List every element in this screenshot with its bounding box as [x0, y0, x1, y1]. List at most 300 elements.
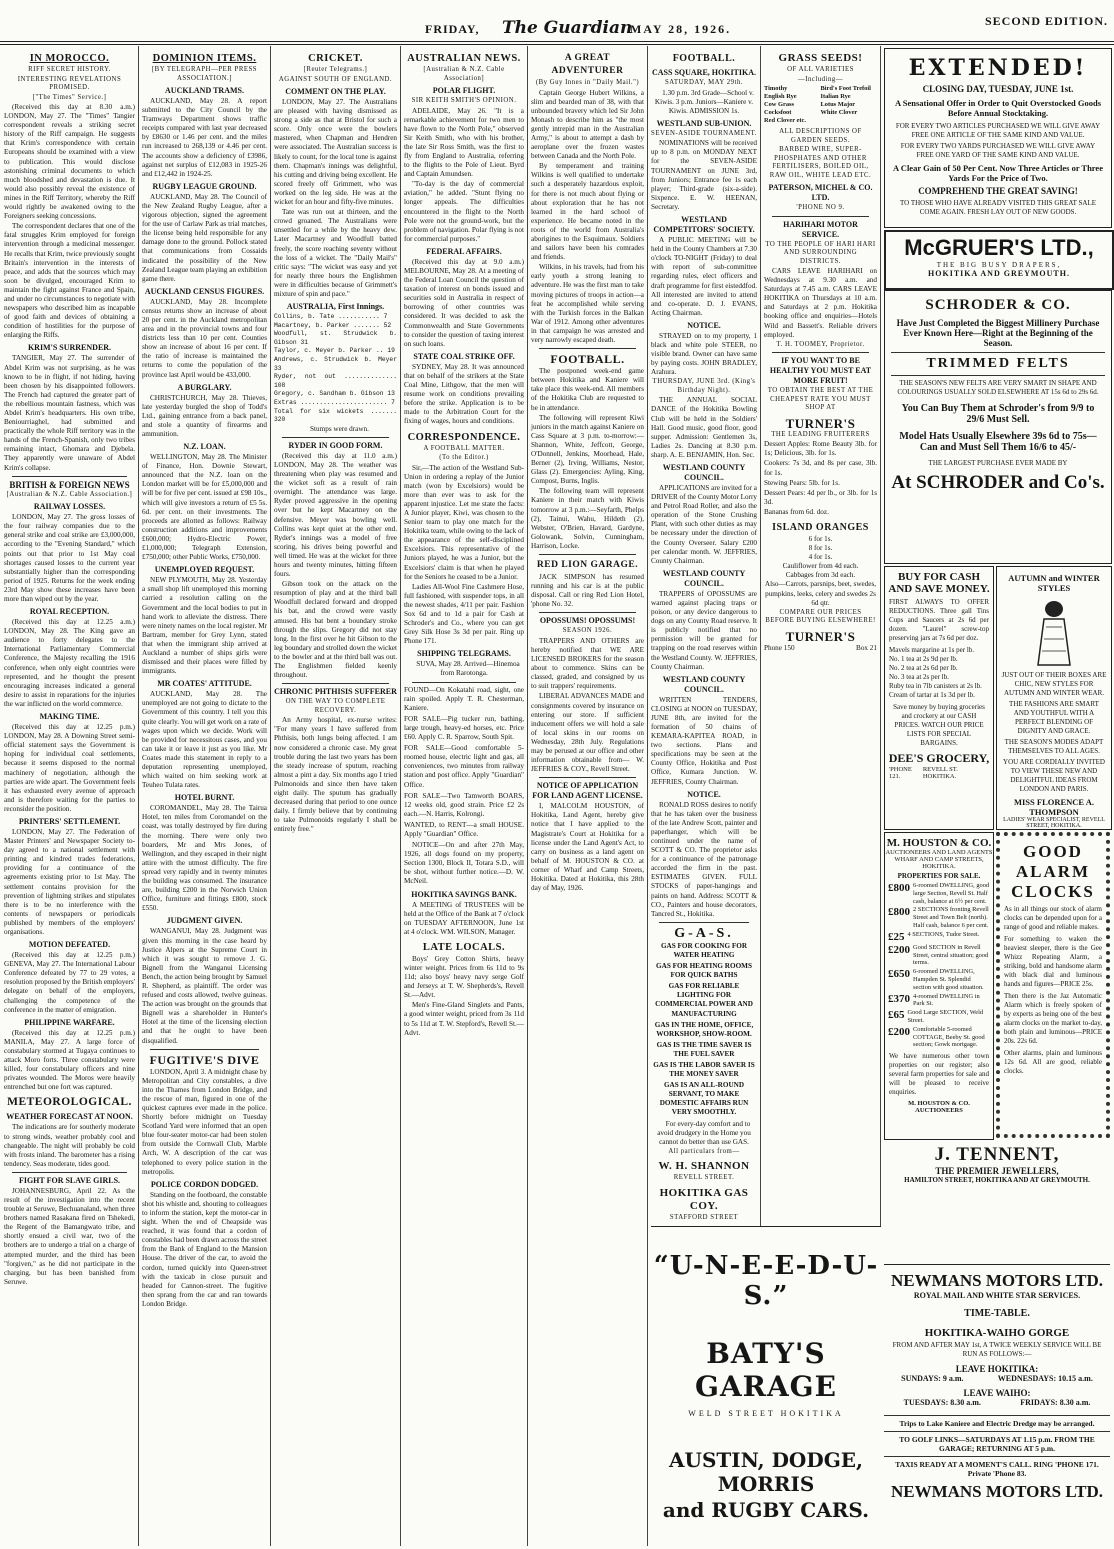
- ad-line: REVELL STREET.: [673, 1174, 735, 1182]
- article-paragraph: Captain George Hubert Wilkins, a slim and bearded man of 38, with that unbounded bravery which led Sir John Monash to describe him as "the most gently intrepid man in the Australian Army," is about to attempt a dash by aeroplane over the frozen wastes between Canada and the North Pole.: [531, 88, 644, 161]
- ad-paragraph: JACK SIMPSON has resumed running and his car is at the public disposal. Call or ring Red Lion Hotel, 'phone No. 32.: [531, 573, 644, 609]
- dees-address: REVELL ST. HOKITIKA.: [922, 766, 958, 780]
- article-paragraph: AUCKLAND, May 28. A report submitted to the City Council by the Tramways Department shows traffic receipts compared with last year decreased by £8630 or 1.46 per cent. and the miles run increased to 268,139 or 4.46 per cent. The accounts show a deficiency of £3986, against net surplus of £12,083 in 1925-26 and £12,442 in 1924-25.: [142, 97, 267, 178]
- autumn-line: JUST OUT OF THEIR BOXES ARE CHIC, NEW STYLES FOR AUTUMN AND WINTER WEAR.: [1001, 671, 1107, 697]
- fruit-item: Stewing Pears: 5lb. for 1s.: [764, 478, 840, 487]
- headline-correspondence: CORRESPONDENCE.: [407, 431, 521, 443]
- trips-line: Trips to Lake Kaniere and Electric Dredge may be arranged.: [884, 1415, 1110, 1428]
- fruit-item: Bananas from 6d. doz.: [764, 507, 829, 516]
- trimmed-felts: TRIMMED FELTS: [926, 356, 1070, 371]
- property-price: £800: [888, 882, 910, 894]
- column-rule: [138, 46, 139, 1546]
- gas-item: GAS FOR HEATING ROOMS FOR QUICK BATHS: [656, 962, 752, 980]
- houston-name: M. HOUSTON & CO.: [886, 837, 992, 849]
- houston-signature: M. HOUSTON & CO. AUCTIONEERS: [908, 1100, 970, 1115]
- column-6: [651, 48, 758, 1221]
- score-line: Collins, b. Tate ........... 7: [274, 313, 388, 321]
- article-paragraph: JOHANNESBURG, April 22. As the result of the investigation into the recent trouble at Seruwe, Bechuanaland, when three brothers named Rasakana fired on Tshekedi, the Regent of the Bamangwato tribe, and shortly ensued a civil war, two of the brothers are to undergo a trial on a charge of attempted murder, and the third has been "forgiven," as he did not participate in the charging, but has been banished from Seruwe.: [4, 1186, 135, 1286]
- classified-ad: FOR SALE—Pig tucker run, bathing, large trough, heavy-ed horses, etc. Price £60. Apply C. R. Sparrow, South Spit.: [404, 714, 524, 742]
- score-line: Andrews, c. Strudwick b. Meyer 33: [274, 356, 397, 372]
- waiho-times: [884, 1398, 1110, 1407]
- article-paragraph: CHRISTCHURCH, May 28. Thieves, late yesterday burgled the shop of Todd's Ltd., gaining entrance from a back panel, and stole a quantity of firearms and ammunition.: [142, 393, 267, 438]
- column-4: [404, 48, 524, 1544]
- classified-ads: [404, 686, 524, 840]
- article-paragraph: SYDNEY, May 28. It was announced that on behalf of the strikers at the State Coal Mine, Lithgow, that the men will resume work on conditions prevailing before the strike. Application is to be made to the Arbitration Court for the fixing of wages, hours and conditions.: [404, 362, 524, 426]
- dees-phone: 'PHONE 121.: [889, 766, 912, 780]
- headline-rugby: RUGBY LEAGUE GROUND.: [152, 181, 257, 191]
- headline-coal: STATE COAL STRIKE OFF.: [413, 351, 515, 361]
- turner-box: Box 21: [856, 643, 877, 652]
- headline-county: WESTLAND COUNTY COUNCIL.: [662, 568, 746, 588]
- ad-paragraph: CARS LEAVE HARIHARI on Wednesdays at 9.30 a.m. and Saturdays at 7.45 a.m. CARS LEAVE HOKITIKA on Thursdays at 10 a.m. and Saturdays at 2 p.m. Hokitika booking office and enquiries—Hotels Wild and Bassett's. Reliable drivers employed.: [764, 267, 877, 339]
- dees-item: No. 2 tea at 2s 6d per lb.: [889, 664, 958, 672]
- headline-county: WESTLAND COUNTY COUNCIL.: [662, 674, 746, 694]
- fruit-item: Dessert Pears: 4d per lb., or 3lb. for 1s 3d.: [764, 488, 877, 506]
- property-price: £25: [888, 930, 905, 943]
- headline-chronic: CHRONIC PHTHISIS SUFFERER: [274, 687, 397, 697]
- headline-railway: RAILWAY LOSSES.: [33, 502, 106, 512]
- austin-line: AUSTIN, DODGE, MORRIS: [669, 1448, 863, 1496]
- batys-name: BATY'S GARAGE: [695, 1337, 837, 1403]
- dees-item: Cream of tartar at 1s 3d per lb.: [889, 691, 975, 699]
- dees-item: Ruby tea in 7lb canisters at 2s lb.: [889, 682, 982, 690]
- gas-list: [651, 942, 757, 1118]
- ad-line: TO THE PEOPLE OF HARI HARI AND SURROUNDING DISTRICTS.: [765, 240, 876, 265]
- ad-line: ALL DESCRIPTIONS OF GARDEN SEEDS.: [779, 128, 862, 144]
- headline-krim: KRIM'S SURRENDER.: [27, 343, 112, 353]
- score-line: Gregory, c. Sandham b. Gibson 13: [274, 390, 395, 398]
- taxis-line: TAXIS READY AT A MOMENT'S CALL. RING 'PHONE 171. Private 'Phone 83.: [884, 1456, 1110, 1478]
- article-paragraph: The postponed week-end game between Hokitika and Kaniere will take place this week-end. All members of the Hokitika Club are requested to be in attendance.: [531, 367, 644, 412]
- masthead-rule: [0, 41, 1114, 42]
- property-price: £200: [888, 1025, 910, 1038]
- turner-contact: [764, 644, 877, 653]
- score-line: Macartney, b. Parker ....... 52: [274, 321, 392, 329]
- article-paragraph: Gibson took on the attack on the resumption of play and at the third ball Woodfull declared forward and dropped his bat, and the crowd were vastly amused. His bat bent a boundary stroke through the slips. Gregory did not stay long. In the first over he hit Gibson to the leg boundary and strolled down the wicket to the bowler and at the third ball was out. The Englishmen fielded keenly throughout.: [274, 580, 397, 680]
- headline-auckland-trams: AUCKLAND TRAMS.: [165, 86, 244, 95]
- article-paragraph: AUCKLAND, May 28. The Council of the New Zealand Rugby League, after a vigorous objection, signed the agreement for the use of Carlaw Park as trial matches, the license being held responsible for any damage done to the ground. Pollock stated that communications from Cossaids indicated the possibility of the New Zealand League team playing an exhibition game there.: [142, 192, 267, 283]
- article-paragraph: Ladies All-Wool Fine Cashmere Hose, full fashioned, with suspender tops, in all the newest shades, 4/11 per pair. Fashion Sox 6d and to 1d a pair for Cash at Schroder's and Co., where you can get Grey Silk Hose 3s 3d per pair. Ring up Phone 171.: [404, 582, 524, 646]
- credit-line: [Reuter Telegrams.]: [303, 66, 368, 73]
- clear-gain: A Clear Gain of 50 Per Cent. Now Three Articles or Three Yards For the Price of Two.: [893, 163, 1103, 183]
- seed-item: Bird's Foot Trefoil: [820, 85, 871, 92]
- orange-item: Also—Carrots, parsnips, beet, swedes, pumpkins, leeks, celery and swedes 2s 6d qtr.: [764, 580, 877, 607]
- score-line: Ryder, not out .............. 108: [274, 373, 397, 389]
- seed-item: White Clover: [820, 109, 858, 116]
- headline-loan: N.Z. LOAN.: [183, 442, 226, 452]
- dees-item: No. 3 tea at 2s per lb.: [889, 673, 949, 681]
- shannon-name: W. H. SHANNON: [658, 1160, 750, 1173]
- property-description: 4 SECTIONS, Tudor Street.: [907, 930, 980, 938]
- article-paragraph: Tate was run out at thirteen, and the crowd groaned. The Australians were unsettled for a while by the heavy dew. Later Macartney and Woodfull batted freely, the score reaching seventy without the loss of a wicket. The "Daily Mail's" critic says: "The wicket was easy and yet for nearly three hours the Englishmen were in difficulties because of Grimmett's mixture of spin and pace.": [274, 208, 397, 298]
- ad-line: COMPARE OUR PRICES BEFORE BUYING ELSEWHERE!: [765, 608, 876, 625]
- dees-name: DEE'S GROCERY,: [888, 751, 990, 765]
- stumps-line: Stumps were drawn.: [310, 424, 369, 433]
- headline-judgment: JUDGMENT GIVEN.: [166, 916, 243, 926]
- gas-item: GAS IS AN ALL-ROUND SERVANT, TO MAKE DOMESTIC AFFAIRS RUN VERY SMOOTHLY.: [659, 1081, 749, 1117]
- headline-weather: WEATHER FORECAST AT NOON.: [6, 1112, 133, 1122]
- headline-census: AUCKLAND CENSUS FIGURES.: [144, 286, 265, 296]
- article-paragraph: (Received this day at 9.0 a.m.) MELBOURNE, May 28. At a meeting of the Federal Loan Council the question of taxation of interest on bonds issued and securities sold in Australia in respect of borrowing of other countries was considered. It was decided to ask the Commonwealth and State Governments to consider the question of taxing interest on such loans.: [404, 257, 524, 348]
- headline-notice-application: NOTICE OF APPLICATION FOR LAND AGENT LICENSE.: [532, 781, 643, 801]
- subhead: OF ALL VARIETIES: [787, 66, 854, 73]
- ad-paragraph: WRITTEN TENDERS, CLOSING at NOON on TUESDAY, JUNE 8th, are invited for the formation of 50 chains of KEMARA-KAPITEA ROAD, in two sections. Plans and specifications may be seen at the County Office, Hokitika and Post Office, Kumara Junction. W. JEFFRIES, County Chairman.: [651, 695, 757, 786]
- ad-line: 'PHONE NO 9.: [796, 204, 845, 211]
- subhead: AGAINST SOUTH OF ENGLAND.: [278, 75, 393, 83]
- seed-item: Timothy: [764, 85, 788, 92]
- headline-grass-seeds: GRASS SEEDS!: [778, 52, 863, 64]
- fruit-list: [764, 440, 877, 517]
- gorge-title: HOKITIKA-WAIHO GORGE: [924, 1327, 1070, 1339]
- property-price: £200: [888, 943, 910, 956]
- date-line: SATURDAY, MAY 29th.: [664, 79, 744, 86]
- headline-meteorological: METEOROLOGICAL.: [7, 1096, 132, 1109]
- dees-list: [889, 646, 989, 700]
- buy-cash: BUY FOR CASH AND SAVE MONEY.: [888, 571, 990, 595]
- column-5: [531, 48, 644, 1544]
- article-paragraph: Boys' Grey Cotton Shirts, heavy winter weight. Prices from 6s 11d to 9s 11d; also boys' heavy navy serge Golf and Jerseys at T. W. Shepherds's, Revell St.—Advt.: [404, 954, 524, 1000]
- closing-day: CLOSING DAY, TUESDAY, JUNE 1st.: [922, 84, 1074, 94]
- article-paragraph: (Received this day at 12.25 a.m.) LONDON, May 28. The King gave an audience to forty delegates to the International Parliamentary Commercial Conference, the Majesty recalling the 1916 conference, when only eight countries were represented, and he thought the present encouraging increases indicated a general desire to assist in reparations for the injuries the war inflicted on the world commerce.: [4, 618, 135, 708]
- article-paragraph: AUCKLAND, May 28. The unemployed are not going to dictate to the Government of this country. I tell you this quite clearly. You will get work on a rate of wages upon which we decide. Work will be provided for necessitous cases, and you can take it or leave it just as you like. Mr Coates made this statement in reply to a deputation representing unemployed, which waited on him seeking work at Teuheo Tulata rates.: [142, 690, 267, 790]
- gas-item: GAS IS THE TIME SAVER IS THE FUEL SAVER: [656, 1040, 752, 1058]
- newmans-name-repeat: NEWMANS MOTORS LTD.: [890, 1482, 1104, 1501]
- leave-hokitika: LEAVE HOKITIKA:: [955, 1364, 1039, 1374]
- property-item: [888, 1026, 990, 1049]
- at-schroder: At SCHRODER and Co's.: [891, 472, 1105, 493]
- ad-paragraph: A PUBLIC MEETING will be held in the County Chambers at 7.30 o'clock TO-NIGHT (Friday) to deal with report of sub-committee regarding rules, elect officers and draft programme for first eisteddfod. All interested are invited to attend and co-operate. D. J. EVANS, Acting Chairman.: [651, 236, 757, 317]
- subhead: SEVEN-ASIDE TOURNAMENT.: [651, 129, 757, 137]
- article-paragraph: Wilkins, in his travels, had from his early youth a strong leaning to adventure. He was the first man to take moving pictures of troops in action—a feat he accomplished while serving with the Turkish forces in the Balkan War of 1912. Among other adventures in that campaign he was arrested and very narrowly escaped death.: [531, 263, 644, 345]
- classified-ad: FOR SALE—Two Tamworth BOARS, 12 weeks old, good strain. Price £2 2s each.—N. Harris, Kolrongi.: [404, 791, 524, 818]
- ad-paragraph: THE ANNUAL SOCIAL DANCE of the Hokitika Bowling Club will be held in the Soldiers' Hall. Good music, good floor, good supper. Admission: Gentlemen 3s, Ladies 2s. Dancing at 8.30 p.m. sharp. A. E. BENJAMIN, Hon. Sec.: [651, 396, 757, 459]
- mcgruer-name: McGRUER'S LTD.,: [904, 235, 1094, 260]
- largest-purchase: THE LARGEST PURCHASE EVER MADE BY: [928, 459, 1068, 467]
- article-paragraph: An Army hospital, ex-nurse writes: "For many years I have suffered from Phthisis, both lungs being affected. I am now considered a chronic case. My great trouble during the last two years has been the steady increase of sputum, reaching almost a pint a day. Six months ago I tried Pulmonoids and since then have taken eight daily. The sputum has gradually decreased during that period to one ounce daily. I firmly believe that by continuing to take Pulmonoids regularly I shall be entirely free.": [274, 716, 397, 834]
- seed-item: Cocksfoot: [764, 109, 792, 116]
- property-item: [888, 931, 990, 943]
- properties-title: PROPERTIES FOR SALE.: [897, 872, 981, 880]
- dees-paragraph: FIRST ALWAYS TO OFFER REDUCTIONS. Three gall Tins Cups and Saucers at 2s 6d per dozen. "Laurel" screw-top preserving jars at 7s 6d per doz.: [889, 598, 989, 642]
- headline-federal: FEDERAL AFFAIRS.: [426, 246, 502, 256]
- article-paragraph: ADELAIDE, May 26. "It is a remarkable achievement for two men to have flown to the North Pole," observed Sir Keith Smith, who with his brother, the late Sir Ross Smith, was the first to fly from England to Australia, referring to the flights to the Pole of Lieut. Byrd and Captain Amundsen.: [404, 106, 524, 179]
- headline-innings: AUSTRALIA, First Innings.: [286, 302, 385, 312]
- property-item: [888, 944, 990, 967]
- ad-tennent-footer: [884, 1142, 1110, 1262]
- ad-mcgruer: [884, 230, 1114, 290]
- headline-burglary: A BURGLARY.: [177, 382, 232, 392]
- headline-philippine: PHILIPPINE WARFARE.: [24, 1017, 115, 1027]
- alarm-title: ALARM: [1015, 862, 1091, 881]
- credit-line: (To the Editor.): [439, 454, 489, 461]
- ad-paragraph: LIBERAL ADVANCES MADE and consignments covered by insurance on entering our store. If sufficient inducement offers we will hold a sale of local skins in our rooms on Wednesday, 28th July. Regulations may be perused at our office and other information obtainable from— W. JEFFRIES & COY., Revell Street.: [531, 692, 644, 774]
- column-rule: [647, 46, 648, 1546]
- houston-address: WHARF AND CAMP STREETS, HOKITIKA.: [894, 856, 984, 870]
- turner-phone: Phone 150: [764, 643, 795, 652]
- classified-ad: FOUND—On Kokatahi road, sight, one rain spoiled. Apply T. R. Chesterman, Kaniere.: [404, 685, 524, 712]
- property-description: Good Large SECTION, Weld Street.: [907, 1009, 984, 1024]
- property-item: [888, 968, 990, 991]
- clock-paragraph: Then there is the Jaz Automatic Alarm which is freely spoken of by experts as being one of the best alarm clocks on the market to-day, both plain and luminous—PRICE 20s. 22s 6d.: [1004, 992, 1102, 1045]
- newmans-sub: ROYAL MAIL AND WHITE STAR SERVICES.: [913, 1291, 1081, 1300]
- headline-printers: PRINTERS' SETTLEMENT.: [18, 816, 121, 826]
- masthead: [0, 0, 1114, 40]
- property-description: 6-roomed DWELLING, good large Section, Revell St. Half cash, balance at 6½ per cent.: [913, 882, 990, 905]
- headline-competitors: WESTLAND COMPETITORS' SOCIETY.: [653, 215, 755, 235]
- score-line: Total for six wickets ....... 320: [274, 407, 397, 424]
- ad-paragraph: TRAPPERS AND OTHERS are hereby notified that WE ARE LICENSED BROKERS for the season about to commence. Skins can be classed, graded, and consigned by us to suit trappers' requirements.: [531, 636, 644, 691]
- houston-paragraph: We have numerous other town properties on our register; also several farm properties for sale and will be pleased to receive enquiries.: [889, 1052, 989, 1097]
- notice-paragraph: NOTICE—On and after 27th May, 1926, all dogs found on my property, Section 1300, Block II, Totara S.D., will be shot, without further notice.—D. W. McNeil.: [404, 841, 524, 886]
- article-paragraph: By temperament and training Wilkins is well qualified to undertake such a desperately hazardous exploit, for there is not much about flying or about exploration that he has not learned in the hard school of experience. He became noted in the roots of the world from Australia's aborigines to the Esquimaux. Soldiers and sailors have been his comrades and friends.: [531, 162, 644, 262]
- masthead-day: FRIDAY,: [425, 22, 480, 36]
- ad-batys-garage: [651, 1226, 881, 1549]
- article-paragraph: NEW PLYMOUTH, May 28. Yesterday a small shop lift unemployed this morning carried a resolution calling on the Government and the local bodies to put in hand work to alleviate the distress. There were ninety names on the local register. Mr Bartram, member for Grey Lynn, stated that when the immigrant ship arrived at Auckland a number of ships girls were dismissed and their places were filled by immigrants.: [142, 576, 267, 676]
- masthead-rule-2: [0, 44, 1114, 45]
- article-paragraph: The indications are for southerly moderate to strong winds, weather probably cool and changeable. The night will probably be cold with frosts inland. The barometer has a rising tendency. Seas moderate, tides good.: [4, 1123, 135, 1168]
- article-paragraph: LONDON, May 27. The Federation of Master Printers' and Newspaper Society to-day agreed to a national settlement with printing and kindred trades federations, providing for a continuance of the agreements existing prior to 1st May. The settlement contains provision for the prevention of lightning strikes and stipulates there is to be no interference with the contents of newspapers or periodicals published by members of the employers' organisations.: [4, 827, 135, 936]
- batys-address: WELD STREET HOKITIKA: [688, 1409, 844, 1418]
- headline-cricket: CRICKET.: [308, 53, 363, 64]
- credit-line: ["The Times" Service.]: [32, 93, 107, 101]
- headline-cass-square: CASS SQUARE, HOKITIKA.: [651, 68, 757, 77]
- orange-item: 4 for 1s.: [808, 553, 833, 562]
- masthead-date: MAY 28, 1926.: [630, 22, 732, 36]
- headline-county: WESTLAND COUNTY COUNCIL.: [662, 463, 746, 482]
- article-paragraph: Sir,—The action of the Westland Sub-Union in ordering a replay of the Junior match (won by Excelsiors) would be more than ever was to ask for the apparent injustice. Let me state the facts: A Junior player, Kiwi, was chosen to the Senior team to play one match for the Hokitika team, while owing to the lack of the appearance of the self-disciplined Excelsiors. This representative of the Juniors played, he was a Junior, but the Excelsiors' claim is that when he played for the Seniors he ceased to be a Junior.: [404, 463, 524, 581]
- gorge-paragraph: FROM AND AFTER MAY 1st, A TWICE WEEKLY SERVICE WILL BE RUN AS FOLLOWS:—: [892, 1341, 1102, 1358]
- article-paragraph: "To-day is the day of commercial aviation," he added. "Stunt flying no longer appeals. The difficulties encountered in the flight to the North Pole were not the ground-work, but the problem of navigation. Polar flying is not for commercial purposes.": [404, 180, 524, 243]
- headline-fugitive: FUGITIVE'S DIVE: [149, 1052, 260, 1067]
- headline-coates: MR COATES' ATTITUDE.: [157, 679, 252, 689]
- article-paragraph: Men's Fine-Gland Singlets and Pants, a good winter weight, priced from 3s 11d to 5s 11d at T. W. Stepford's, Revell St.—Advt.: [404, 1001, 524, 1037]
- ad-tennent: [996, 832, 1110, 1138]
- property-description: 4-roomed DWELLING in Park St.: [913, 992, 980, 1008]
- buy-them: You Can Buy Them at Schroder's from 9/9 to 29/6 Must Sell.: [901, 403, 1095, 425]
- headline-sub-union: WESTLAND SUB-UNION.: [656, 118, 752, 128]
- article-paragraph: The correspondent declares that one of the fatal struggles Krim employed for foreign intervention through a medicinal messenger. He recalls that Krim, twice previously sought Britain's intervention in the interests of peace, and adds that the sources which may soon be divulged, encouraged Krim to maintain the fight against France and Spain, and under no circumstances to negotiate with newspapers who described him as incapable of good faith and devices of obtaining a condition of hostilities for the purpose of enlarging the Riffs.: [4, 222, 135, 340]
- headline-savings-bank: HOKITIKA SAVINGS BANK.: [411, 889, 517, 899]
- rugby-cars: and RUGBY CARS.: [662, 1498, 870, 1522]
- ad-line: THE LEADING FRUITERERS: [771, 430, 870, 438]
- property-list: [888, 882, 990, 1049]
- property-description: 2 SECTIONS fronting Revell Street and Town Belt (north). Half cash, balance 6 per cent.: [913, 906, 989, 929]
- property-item: [888, 882, 990, 905]
- column-3: [274, 48, 397, 1544]
- golf-line: TO GOLF LINKS—SATURDAYS AT 1.15 p.m. FROM THE GARAGE; RETURNING AT 5 p.m.: [884, 1431, 1110, 1453]
- subhead: ON THE WAY TO COMPLETE RECOVERY.: [285, 698, 386, 714]
- fridays: FRIDAYS: 8.30 a.m.: [1020, 1398, 1091, 1407]
- autumn-line: THE SEASON'S MODES ADAPT THEMSELVES TO ALL AGES.: [1004, 738, 1104, 755]
- article-paragraph: WANGANUI, May 28. Judgment was given this morning in the case heard by Justice Alpers at the Supreme Court in which it was sought to remove J. G. Bignell from the Wanganui Licensing Bench, the action being brought by Samuel R. Shepherd, as plaintiff. The order was refused and costs allowed, twelve guineas. The action was brought on the grounds that Bignell was a shareholder in Hunter's Hotel at the time of the licensing election and that he ought to have been disqualified.: [142, 927, 267, 1045]
- clock-paragraph: Other alarms, plain and luminous 12s 6d. All are good, reliable clocks.: [1004, 1049, 1102, 1075]
- credit-line: [Australian & N.Z. Cable Association]: [423, 66, 505, 82]
- masthead-title: The Guardian: [502, 18, 633, 38]
- article-paragraph: COROMANDEL, May 28. The Tairua Hotel, ten miles from Coromandel on the coast, was totally destroyed by fire during the morning. There were only two boarders, Mr and Mrs Jones, of Wellington, and they escaped in their night attire with the utmost difficulty. The fire spread very rapidly and in twenty minutes the building was consumed. The insurance are, building £200 in the Norwich Union Office, furniture and fittings £800, stock £550.: [142, 804, 267, 913]
- ad-paragraph: TRAPPERS of OPOSSUMS are warned against placing traps or poison, or any device dangerous to dogs on any County Road reserve. It is publicly notified that no permission will be granted for trapping on the road reserves within the Westland County. W. JEFFRIES, County Chairman.: [651, 589, 757, 671]
- article-paragraph: Standing on the footboard, the constable shot his whistle and, shouting to colleagues to inform the station, kept the motor-car in sight. When the end of Cheapside was reached, it was found that a cordon of constables had been drawn across the street from the Bank of England to the Mansion House. The driver of the car, to avoid the cordon, turned quickly into Queen-street with the taxicab in close pursuit and headed for Cannon-street. The fugitive then sprang from the car and ran towards London Bridge.: [142, 1190, 267, 1308]
- headline-oranges: ISLAND ORANGES: [772, 522, 869, 533]
- seed-item: English Rye: [764, 93, 797, 100]
- column-7: [764, 48, 877, 652]
- article-paragraph: (Received this day at 12.25 p.m.) LONDON, May 28. A Downing Street semi-official statement says the Government is hoping for individual coal settlements, because it seems disposed to the normal machinery of negotiation, although the parties are wide apart. The Government feels it has exhausted every avenue of approach and is therefore waiting for the parties to reconsider the position.: [4, 723, 135, 813]
- ad-line: TO OBTAIN THE BEST AT THE CHEAPEST RATE YOU MUST SHOP AT: [767, 387, 874, 412]
- property-price: £65: [888, 1009, 905, 1022]
- property-item: [888, 993, 990, 1009]
- gas-company: HOKITIKA GAS COY.: [659, 1186, 749, 1212]
- notice-paragraph: I, MALCOLM HOUSTON, of Hokitika, Land Agent, hereby give notice that I have applied to the Magistrate's Court at Hokitika for a license under the Land Agent's Act, to carry on business as a land agent on behalf of M. HOUSTON & CO. at corner of Wharf and Camp Streets, Hokitika. Dated at Hokitika, this 28th day of May, 1926.: [531, 802, 644, 893]
- sundays: SUNDAYS: 9 a.m.: [901, 1374, 964, 1383]
- tuesdays: TUESDAYS: 8.30 a.m.: [903, 1398, 981, 1407]
- headline-australian: AUSTRALIAN NEWS.: [407, 53, 521, 64]
- subhead: COMMENT ON THE PLAY.: [285, 87, 386, 96]
- score-line: Taylor, c. Meyer b. Parker .. 19: [274, 347, 395, 355]
- property-price: £370: [888, 992, 910, 1005]
- property-item: [888, 1009, 990, 1025]
- headline-red-lion: RED LION GARAGE.: [536, 560, 639, 570]
- clocks-title: CLOCKS: [1011, 882, 1095, 901]
- seed-item: Lotus Major: [820, 101, 856, 108]
- article-paragraph: LONDON, May 27. The Australians are pleased with having dismissed as strong a side as that at Bristol for such a score. Only once were the bowlers mastered, when Chapman and Hendren were associated. The Australian success is likely to count, for the local tone is against them. Chapman's innings was delightful, his cutting and driving being excellent. He scored freely off Grimmett, who was worked on the leg side. He was at the wicket for an hour and fifty-five minutes.: [274, 98, 397, 207]
- ad-line: BARBED WIRE, SUPER-PHOSPHATES AND OTHER FERTILISERS, BOILED OIL, RAW OIL, WHITE LEAD ETC.: [769, 146, 872, 179]
- tennent-name: J. TENNENT,: [934, 1144, 1060, 1165]
- schroder-paragraph: Have Just Completed the Biggest Millinery Purchase Ever Known Here—Right at the Beginning of the Season.: [896, 318, 1100, 348]
- orange-item: Cabbages from 3d each.: [785, 571, 856, 580]
- credit-line: (By Guy Innes in "Daily Mail."): [535, 79, 640, 86]
- leave-waiho: LEAVE WAIHO:: [963, 1388, 1031, 1398]
- headline-notice: NOTICE.: [687, 789, 721, 799]
- column-1: [4, 48, 135, 1544]
- ad-paragraph: NOMINATIONS will be received up to 8 p.m. on MONDAY NEXT for the SEVEN-ASIDE TOURNAMENT on JUNE 3rd, from Juniors; Entrance fee 1s each player; Third-grade (six-a-side). Sixpence. E. W. HEENAN, Secretary.: [651, 139, 757, 211]
- article-paragraph: WELLINGTON, May 28. The Minister of Finance, Hon. Downie Stewart, announced that the N.Z. loan on the London market will be for £5,000,000 and will be for five per cent. issued at £98 10s., which will give investors a return of £5 5s. 6d. per cent. on their investments. The proceeds are allotted as follows: Railway construction additions and improvements £600,000; Hydro-Electric Power, £1,000,000; Telegraph Extension, £750,000; other Public Works, £750,000.: [142, 453, 267, 562]
- property-description: Comfortable 5-roomed COTTAGE, Beeby St. good section; Gowk mortgage.: [913, 1025, 985, 1049]
- headline-football-ad: FOOTBALL.: [672, 53, 736, 64]
- autumn-line: YOU ARE CORDIALLY INVITED TO VIEW THESE NEW AND DELIGHTFUL IDEAS FROM LONDON AND PARIS.: [1003, 758, 1105, 793]
- seed-item: Cow Grass: [764, 101, 794, 108]
- offer-line: FOR EVERY TWO ARTICLES PURCHASED WE WILL GIVE AWAY FREE ONE ARTICLE OF THE SAME KIND AND VALUE.: [895, 122, 1101, 139]
- article-paragraph: AUCKLAND, May 28. Incomplete census returns show an increase of about 20 per cent. in the Auckland metropolitan area and in the provincial towns and four districts less than 10 per cent. Counties show an increase of about 16 per cent. If the ratio of increase is maintained the returns to come the population of the province last April would be 433,000.: [142, 297, 267, 379]
- headline-unemployed: UNEMPLOYED REQUEST.: [154, 565, 255, 575]
- property-description: 6-roomed DWELLING, Hampden St. Splendid section with good situation.: [913, 968, 984, 991]
- autumn-line: THE FASHIONS ARE SMART AND YOUTHFUL WITH A PERFECT BLENDING OF DIGNITY AND GRACE.: [1009, 700, 1099, 735]
- dees-save: Save money by buying groceries and crockery at our CASH PRICES. WATCH OUR PRICE LISTS FOR SPECIAL BARGAINS.: [893, 703, 985, 747]
- ad-paragraph: RONALD ROSS desires to notify that he has taken over the business of the late Andrew Scott, painter and paperhanger, which will be continued under the name of SCOTT & CO. The proprietor asks for a continuance of the patronage accorded the firm in the past. ESTIMATES GIVEN. FULL STOCKS of paper-hangings and paints on hand. Address: SCOTT & CO., Painters and house decorators, Tancred St., Hokitika.: [651, 800, 757, 918]
- ad-newmans: [884, 1264, 1110, 1549]
- houston-sub: AUCTIONEERS AND LAND AGENTS: [885, 849, 993, 856]
- headline-hotel: HOTEL BURNT.: [174, 793, 235, 803]
- lady-figure-icon: [1024, 597, 1084, 667]
- article-paragraph: The following will represent Kiwi juniors in the match against Kaniere on Cass Square at 3 p.m. to-morrow:—Shannon, White, Jeffcott, George, O'Donnell, Jenkins, Moorhead, Hale, Berner (2), Irving, Williams, Nestor, Glass (2). Emergencies: Ayling, King, Compost, Burns, Inglis.: [531, 413, 644, 486]
- headline-fruit: IF YOU WANT TO BE HEALTHY YOU MUST EAT MORE FRUIT!: [769, 356, 872, 386]
- property-item: [888, 906, 990, 929]
- seed-company: PATERSON, MICHEL & CO. LTD.: [768, 183, 873, 202]
- uneedus-title: “U-N-E-E-D-U-S.”: [653, 1251, 879, 1311]
- property-description: Good SECTION in Revell Street, central situation; good terms.: [913, 943, 989, 967]
- headline-opossums: OPOSSUMS! OPOSSUMS!: [539, 616, 636, 626]
- ad-extended: [884, 48, 1112, 228]
- fruit-item: Dessert Apples: Rome Beauty 3lb. for 1s; Delicious, 3lb. for 1s.: [764, 440, 877, 458]
- headline-notice: NOTICE.: [687, 320, 721, 330]
- autumn-title: AUTUMN and WINTER STYLES: [1008, 573, 1100, 593]
- headline-football: FOOTBALL.: [550, 352, 625, 367]
- sensational-offer: A Sensational Offer in Order to Quit Overstocked Goods Before Annual Stocktaking.: [894, 98, 1102, 118]
- seed-item: Italian Rye: [820, 93, 851, 100]
- subhead: —Including—: [797, 75, 844, 83]
- decorative-border: [996, 832, 1110, 1138]
- subhead: RIFF SECRET HISTORY.: [28, 66, 111, 73]
- ad-houston: [884, 832, 994, 1140]
- turner-name: TURNER'S: [785, 628, 856, 644]
- headline-police: POLICE CORDON DODGED.: [150, 1179, 259, 1189]
- orange-list: [764, 535, 877, 608]
- gas-item: GAS FOR COOKING FOR WATER HEATING: [660, 941, 748, 959]
- extended-title: EXTENDED!: [908, 55, 1088, 81]
- orange-item: Cauliflower from 4d each.: [782, 562, 859, 571]
- headline-ryder: RYDER IN GOOD FORM.: [288, 440, 383, 450]
- column-rule: [400, 46, 401, 1546]
- score-line: Woodfull, st. Strudwick b. Gibson 31: [274, 330, 397, 346]
- ad-dees-grocery: [884, 566, 994, 830]
- score-line: Extras ....................... 7: [274, 399, 395, 406]
- schroder-name: SCHRODER & CO.: [925, 297, 1071, 313]
- credit-line: [Australian & N.Z. Cable Association.]: [6, 490, 133, 498]
- turner-name: TURNER'S: [785, 415, 856, 431]
- clock-paragraph: As in all things our stock of alarm clocks can be depended upon for a range of good and reliable makes.: [1004, 905, 1102, 931]
- article-paragraph: (Received this day at 12.25 p.m.) GENEVA, May 27. The International Labour Conference defeated by 77 to 29 votes, a resolution proposed by the British employers' delegate on behalf of the employers, challenging the competence of the conference in the matter of emigration.: [4, 951, 135, 1014]
- subhead: SIR KEITH SMITH'S OPINION.: [411, 97, 517, 104]
- ad-paragraph: 1.30 p.m. 3rd Grade—School v. Kiwis. 3 p.m. Juniors—Kaniere v. Kiwis. ADMISSION 1s.: [654, 88, 754, 115]
- tennent-address: HAMILTON STREET, HOKITIKA AND AT GREYMOUTH.: [904, 1176, 1090, 1184]
- tennent-sub: THE PREMIER JEWELLERS,: [935, 1166, 1059, 1176]
- ad-schroder: [884, 290, 1112, 564]
- good-title: GOOD: [1023, 842, 1083, 861]
- headline-adventurer: A GREAT ADVENTURER: [551, 53, 624, 76]
- orange-item: 6 for 1s.: [808, 535, 833, 543]
- headline-polar: POLAR FLIGHT.: [432, 86, 496, 95]
- dees-contact: [889, 766, 989, 780]
- article-paragraph: (Received this day at 8.30 a.m.) LONDON, May 27. The "Times" Tangier correspondent reveals a striking secret history of the Riff campaign. He suggests that Krim's correspondence with certain Europeans should be examined with a view to publication. This would disclose astonishing criminal documents to which much bloodshed and devastation is due. It would also possibly reveal the existence of mines in the Riff Territory, whereby the Riff would rightly be awakened owing to the Foreigners seeking concessions.: [4, 103, 135, 221]
- article-paragraph: SUVA, May 28. Arrived—Hinemoa from Rarotonga.: [416, 660, 520, 678]
- subhead: INTERESTING REVELATIONS PROMISED.: [17, 75, 122, 91]
- offer-line: FOR EVERY TWO YARDS PURCHASED WE WILL GIVE AWAY FREE ONE YARD OF THE SAME KIND AND VALUE.: [900, 142, 1096, 159]
- headline-motor-service: HARIHARI MOTOR SERVICE.: [783, 219, 858, 239]
- credit-line: [BY TELEGRAPH—PER PRESS ASSOCIATION.]: [151, 66, 258, 82]
- ad-thompson: [996, 566, 1112, 830]
- article-paragraph: LONDON, April 3. A midnight chase by Metropolitan and City constables, a dive into the Thames from London Bridge, and the rescue of man, figured in one of the quickest captures ever made in the police. Shortly before midnight on Tuesday Scotland Yard were informed that an open blue four-seater motor-car had been stolen from outside the Cornwall Club, Marble Arch, W. A description of the car was telephoned to every police station in the metropolis.: [142, 1067, 267, 1176]
- thompson-sub: LADIES' WEAR SPECIALIST, REVELL STREET, HOKITIKA.: [1003, 817, 1105, 829]
- masthead-edition: SECOND EDITION.: [984, 14, 1108, 28]
- clock-paragraph: For something to waken the heaviest sleeper, there is the Gee Whizz Repeating Alarm, a striking, bold and handsome alarm with black dial and luminous hands and figures—PRICE 25s.: [1004, 935, 1102, 988]
- gas-item: GAS FOR RELIABLE LIGHTING FOR COMMERCIAL POWER AND MANUFACTURING: [655, 982, 753, 1018]
- headline-dominion: DOMINION ITEMS.: [152, 53, 257, 64]
- article-paragraph: (Received this day at 11.0 a.m.) LONDON, May 28. The weather was threatening when play was resumed and the wicket soft as a result of rain overnight. The attendance was large. Ryder proved aggressive in the opening over but he kept Macartney on the defensive. Meyer was bowling well. Collins was kept quiet at the other end. Ryder's innings was a model of free scoring, his drives being powerful and well timed. He was at the wicket for three hours and twenty minutes, hitting fifteen fours.: [274, 451, 397, 579]
- headline-morocco: IN MOROCCO.: [29, 53, 110, 64]
- ad-paragraph: APPLICATIONS are invited for a DRIVER of the County Motor Lorry and Petrol Road Roller, and also the operation of the Stone Crushing Plant, with such other duties as may be necessary under the direction of the County Overseer. Salary £200 per calendar month. W. JEFFRIES, County Chairman.: [651, 484, 758, 565]
- ad-line: All particulars from—: [668, 1147, 740, 1155]
- ad-line: STAFFORD STREET: [669, 1213, 739, 1221]
- trimmed-paragraph: THE SEASON'S NEW FELTS ARE VERY SMART IN SHAPE AND COLOURINGS USUALLY SOLD ELSEWHERE AT 15s 6d to 29s 6d.: [897, 379, 1099, 396]
- thompson-name: MISS FLORENCE A. THOMPSON: [1013, 797, 1095, 817]
- timetable-title: TIME-TABLE.: [964, 1308, 1030, 1319]
- headline-making-time: MAKING TIME.: [39, 712, 100, 722]
- headline-motion: MOTION DEFEATED.: [28, 940, 111, 950]
- headline-shipping: SHIPPING TELEGRAMS.: [417, 649, 511, 659]
- model-hats: Model Hats Usually Elsewhere 39s 6d to 75s—Can and Must Sell Them 16/6 to 45/-: [899, 431, 1097, 453]
- ad-paragraph: For every-day comfort and to avoid drudgery in the Home you cannot do better than use GAS.: [657, 1119, 751, 1146]
- date-line: THURSDAY, JUNE 3rd. (King's Birthday Night).: [652, 378, 756, 394]
- scorecard: [274, 313, 397, 425]
- article-paragraph: LONDON, May 27. The gross losses of the four railway companies due to the general strike and coal strike are £3,000,000, according to the "Evening Standard," which points out that prior to 1st May coal shortages caused losses to the current year substantially higher than the corresponding period of 1925. Returns for the week ending 23rd May show these increases have been more than wiped out by the year.: [4, 513, 135, 603]
